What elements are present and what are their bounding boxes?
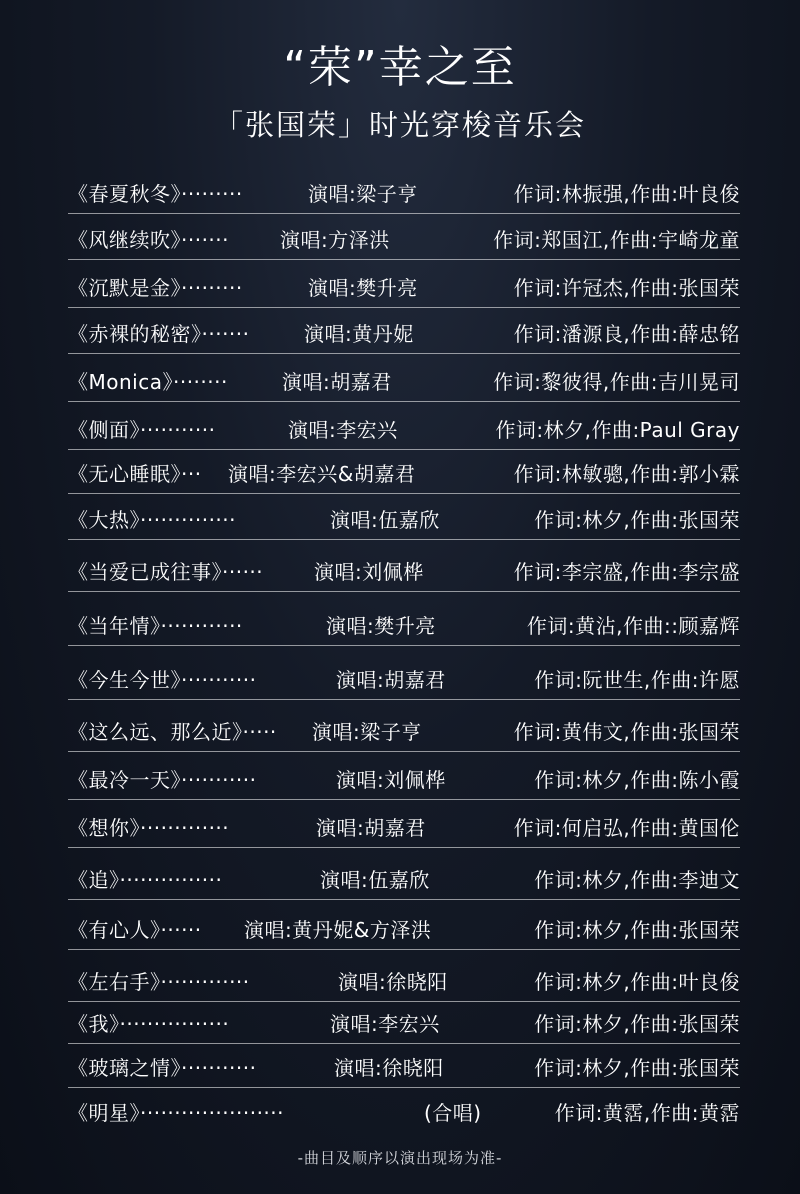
song-title: 《风继续吹》······· (68, 228, 230, 252)
song-credit: 作词:许冠杰,作曲:张国荣 (513, 276, 740, 300)
song-row (68, 752, 740, 800)
song-credit: 作词:阮世生,作曲:许愿 (534, 668, 740, 692)
song-credit: 作词:何启弘,作曲:黄国伦 (513, 816, 740, 840)
song-title: 《当年情》············ (68, 614, 243, 638)
song-credit: 作词:林夕,作曲:张国荣 (534, 1012, 740, 1036)
song-row (68, 1002, 740, 1044)
singer: 演唱:樊升亮 (326, 614, 436, 638)
song-credit: 作词:林夕,作曲:张国荣 (534, 1056, 740, 1080)
singer: 演唱:梁子亨 (308, 182, 418, 206)
singer: 演唱:李宏兴&胡嘉君 (228, 462, 416, 486)
song-title: 《追》··············· (68, 868, 223, 892)
singer: 演唱:伍嘉欣 (320, 868, 430, 892)
song-row (68, 646, 740, 700)
singer: 演唱:李宏兴 (288, 418, 398, 442)
song-title: 《今生今世》··········· (68, 668, 257, 692)
song-title: 《赤裸的秘密》······· (68, 322, 250, 346)
song-credit: 作词:李宗盛,作曲:李宗盛 (513, 560, 740, 584)
song-row (68, 592, 740, 646)
song-credit: 作词:林夕,作曲:陈小霞 (534, 768, 740, 792)
song-title: 《无心睡眠》··· (68, 462, 202, 486)
song-row (68, 260, 740, 308)
song-row (68, 354, 740, 402)
singer: 演唱:黄丹妮&方泽洪 (244, 918, 432, 942)
song-row (68, 848, 740, 900)
song-credit: 作词:林敏骢,作曲:郭小霖 (513, 462, 740, 486)
song-row (68, 214, 740, 260)
song-title: 《侧面》··········· (68, 418, 216, 442)
song-title: 《明星》····················· (68, 1101, 285, 1125)
song-list (68, 166, 740, 1132)
song-row (68, 402, 740, 450)
singer: 演唱:胡嘉君 (282, 370, 392, 394)
song-row (68, 540, 740, 592)
song-credit: 作词:林振强,作曲:叶良俊 (513, 182, 740, 206)
singer: 演唱:刘佩桦 (314, 560, 424, 584)
song-credit: 作词:林夕,作曲:Paul Gray (495, 418, 740, 442)
singer: 演唱:徐晓阳 (338, 970, 448, 994)
song-row (68, 1044, 740, 1088)
song-row (68, 494, 740, 540)
song-row (68, 700, 740, 752)
song-title: 《我》················ (68, 1012, 230, 1036)
song-credit: 作词:郑国江,作曲:宇崎龙童 (493, 228, 740, 252)
song-title: 《左右手》············· (68, 970, 250, 994)
footer-note: -曲目及顺序以演出现场为准- (297, 1149, 503, 1167)
song-title: 《最冷一天》··········· (68, 768, 257, 792)
song-credit: 作词:黄伟文,作曲:张国荣 (513, 720, 740, 744)
song-credit: 作词:黎彼得,作曲:吉川晃司 (493, 370, 740, 394)
song-credit: 作词:林夕,作曲:张国荣 (534, 918, 740, 942)
song-title: 《大热》·············· (68, 508, 237, 532)
song-title: 《有心人》······ (68, 918, 202, 942)
song-row (68, 950, 740, 1002)
page-subtitle: 「张国荣」时光穿梭音乐会 (213, 108, 586, 142)
singer: 演唱:李宏兴 (330, 1012, 440, 1036)
song-credit: 作词:潘源良,作曲:薛忠铭 (513, 322, 740, 346)
song-credit: 作词:黄霑,作曲:黄霑 (554, 1101, 740, 1125)
song-credit: 作词:林夕,作曲:张国荣 (534, 508, 740, 532)
singer: 演唱:樊升亮 (308, 276, 418, 300)
song-row (68, 308, 740, 354)
singer: 演唱:伍嘉欣 (330, 508, 440, 532)
singer: 演唱:刘佩桦 (336, 768, 446, 792)
song-row (68, 1088, 740, 1132)
song-title: 《沉默是金》········· (68, 276, 243, 300)
song-title: 《想你》············· (68, 816, 230, 840)
song-title: 《Monica》········ (68, 370, 228, 394)
singer: 演唱:胡嘉君 (316, 816, 426, 840)
song-row (68, 166, 740, 214)
song-credit: 作词:林夕,作曲:李迪文 (534, 868, 740, 892)
singer: 演唱:黄丹妮 (304, 322, 414, 346)
song-title: 《这么远、那么近》····· (68, 720, 277, 744)
song-row (68, 800, 740, 848)
song-row (68, 450, 740, 494)
song-title: 《玻璃之情》··········· (68, 1056, 257, 1080)
song-title: 《当爱已成往事》······ (68, 560, 264, 584)
singer: 演唱:胡嘉君 (336, 668, 446, 692)
song-credit: 作词:黄沾,作曲::顾嘉辉 (526, 614, 740, 638)
singer: (合唱) (424, 1101, 482, 1125)
song-row (68, 900, 740, 950)
singer: 演唱:徐晓阳 (334, 1056, 444, 1080)
song-credit: 作词:林夕,作曲:叶良俊 (534, 970, 740, 994)
song-title: 《春夏秋冬》········· (68, 182, 243, 206)
singer: 演唱:方泽洪 (280, 228, 390, 252)
page-title: “荣”幸之至 (283, 42, 517, 93)
singer: 演唱:梁子亨 (312, 720, 422, 744)
